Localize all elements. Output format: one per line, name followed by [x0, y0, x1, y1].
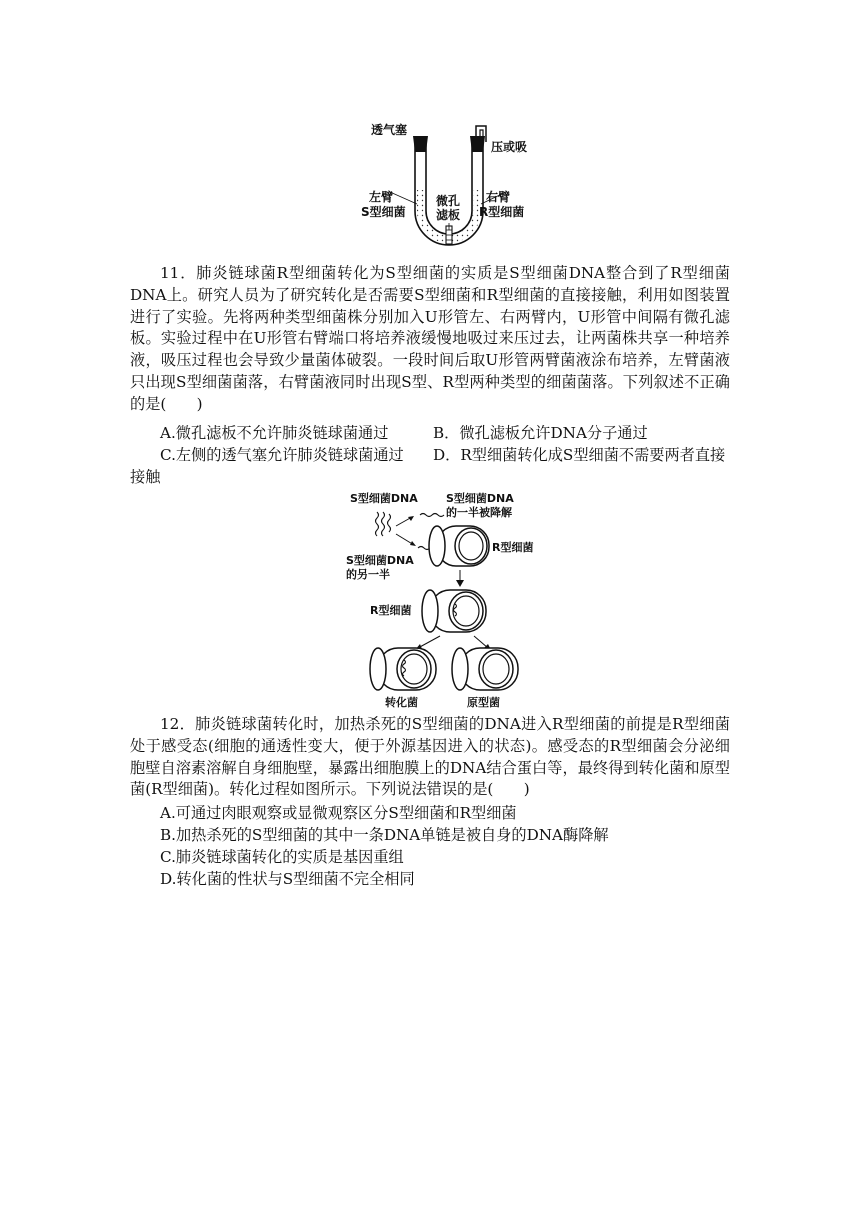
q11-option-a: A.微孔滤板不允许肺炎链球菌通过 — [160, 424, 389, 442]
r-cell-top — [429, 526, 489, 566]
q12-option-c: C.肺炎链球菌转化的实质是基因重组 — [160, 848, 404, 866]
dna-strand — [376, 512, 379, 536]
label-original: 原型菌 — [467, 696, 500, 709]
label-r-cell-1: R型细菌 — [492, 541, 534, 554]
q12-option-d: D.转化菌的性状与S型细菌不完全相同 — [160, 870, 415, 888]
q11-option-c: C.左侧的透气塞允许肺炎链球菌通过 — [160, 446, 404, 464]
label-right-arm: 右臂 — [486, 190, 511, 204]
q11-stem: 11．肺炎链球菌R型细菌转化为S型细菌的实质是S型细菌DNA整合到了R型细菌DNA上。研究人员为了研究转化是否需要S型细菌和R型细菌的直接接触，利用如图装置进行了实验。先将两种类型细菌株分别加入U形管左、右两臂内，U形管中间隔有微孔滤板。实验过程中在U形管右臂端口将培养液缓慢地吸过来压过去，让两菌株共享一种培养液，吸压过程也会导致少量菌体破裂。一段时间后取U形管两臂菌液涂布培养，左臂菌液只出现S型细菌菌落，右臂菌液同时出现S型、R型两种类型的细菌菌落。下列叙述不正确的是( ) — [130, 264, 730, 413]
label-right-bacteria: R型细菌 — [479, 205, 525, 219]
label-transformed: 转化菌 — [385, 696, 418, 709]
label-degraded-1: S型细菌DNA — [446, 492, 514, 505]
label-filter-2: 滤板 — [436, 208, 461, 222]
label-pump: 压或吸 — [491, 140, 528, 154]
transformed-cell — [370, 648, 436, 690]
q11-option-d-cont: 接触 — [130, 468, 161, 486]
q12-stem: 12．肺炎链球菌转化时，加热杀死的S型细菌的DNA进入R型细菌的前提是R型细菌处于感受态(细胞的通透性变大，便于外源基因进入的状态)。感受态的R型细菌会分泌细胞壁自溶素溶解自身细胞壁，暴露出细胞膜上的DNA结合蛋白等，最终得到转化菌和原型菌(R型细菌)。转化过程如图所示。下列说法错误的是( ) — [130, 715, 730, 799]
label-left-arm: 左臂 — [369, 190, 394, 204]
label-s-dna: S型细菌DNA — [350, 492, 418, 505]
q11-option-b: B．微孔滤板允许DNA分子通过 — [433, 424, 648, 442]
dna-strand — [382, 512, 385, 536]
q12-option-b: B.加热杀死的S型细菌的其中一条DNA单链是被自身的DNA酶降解 — [160, 826, 609, 844]
u-tube-figure — [355, 118, 540, 250]
label-stopper: 透气塞 — [371, 123, 408, 137]
label-degraded-2: 的一半被降解 — [446, 506, 512, 519]
dna-strand — [388, 514, 391, 532]
label-filter-1: 微孔 — [436, 194, 461, 208]
left-stopper — [413, 136, 428, 152]
label-r-cell-2: R型细菌 — [370, 604, 412, 617]
q11-option-d: D．R型细菌转化成S型细菌不需要两者直接 — [433, 446, 726, 464]
label-left-bacteria: S型细菌 — [361, 205, 406, 219]
label-other-half-2: 的另一半 — [346, 568, 390, 581]
r-cell-middle — [422, 590, 486, 632]
original-cell — [452, 648, 518, 690]
transformation-figure — [340, 488, 550, 710]
label-other-half-1: S型细菌DNA — [346, 554, 414, 567]
q12-option-a: A.可通过肉眼观察或显微观察区分S型细菌和R型细菌 — [160, 804, 517, 822]
